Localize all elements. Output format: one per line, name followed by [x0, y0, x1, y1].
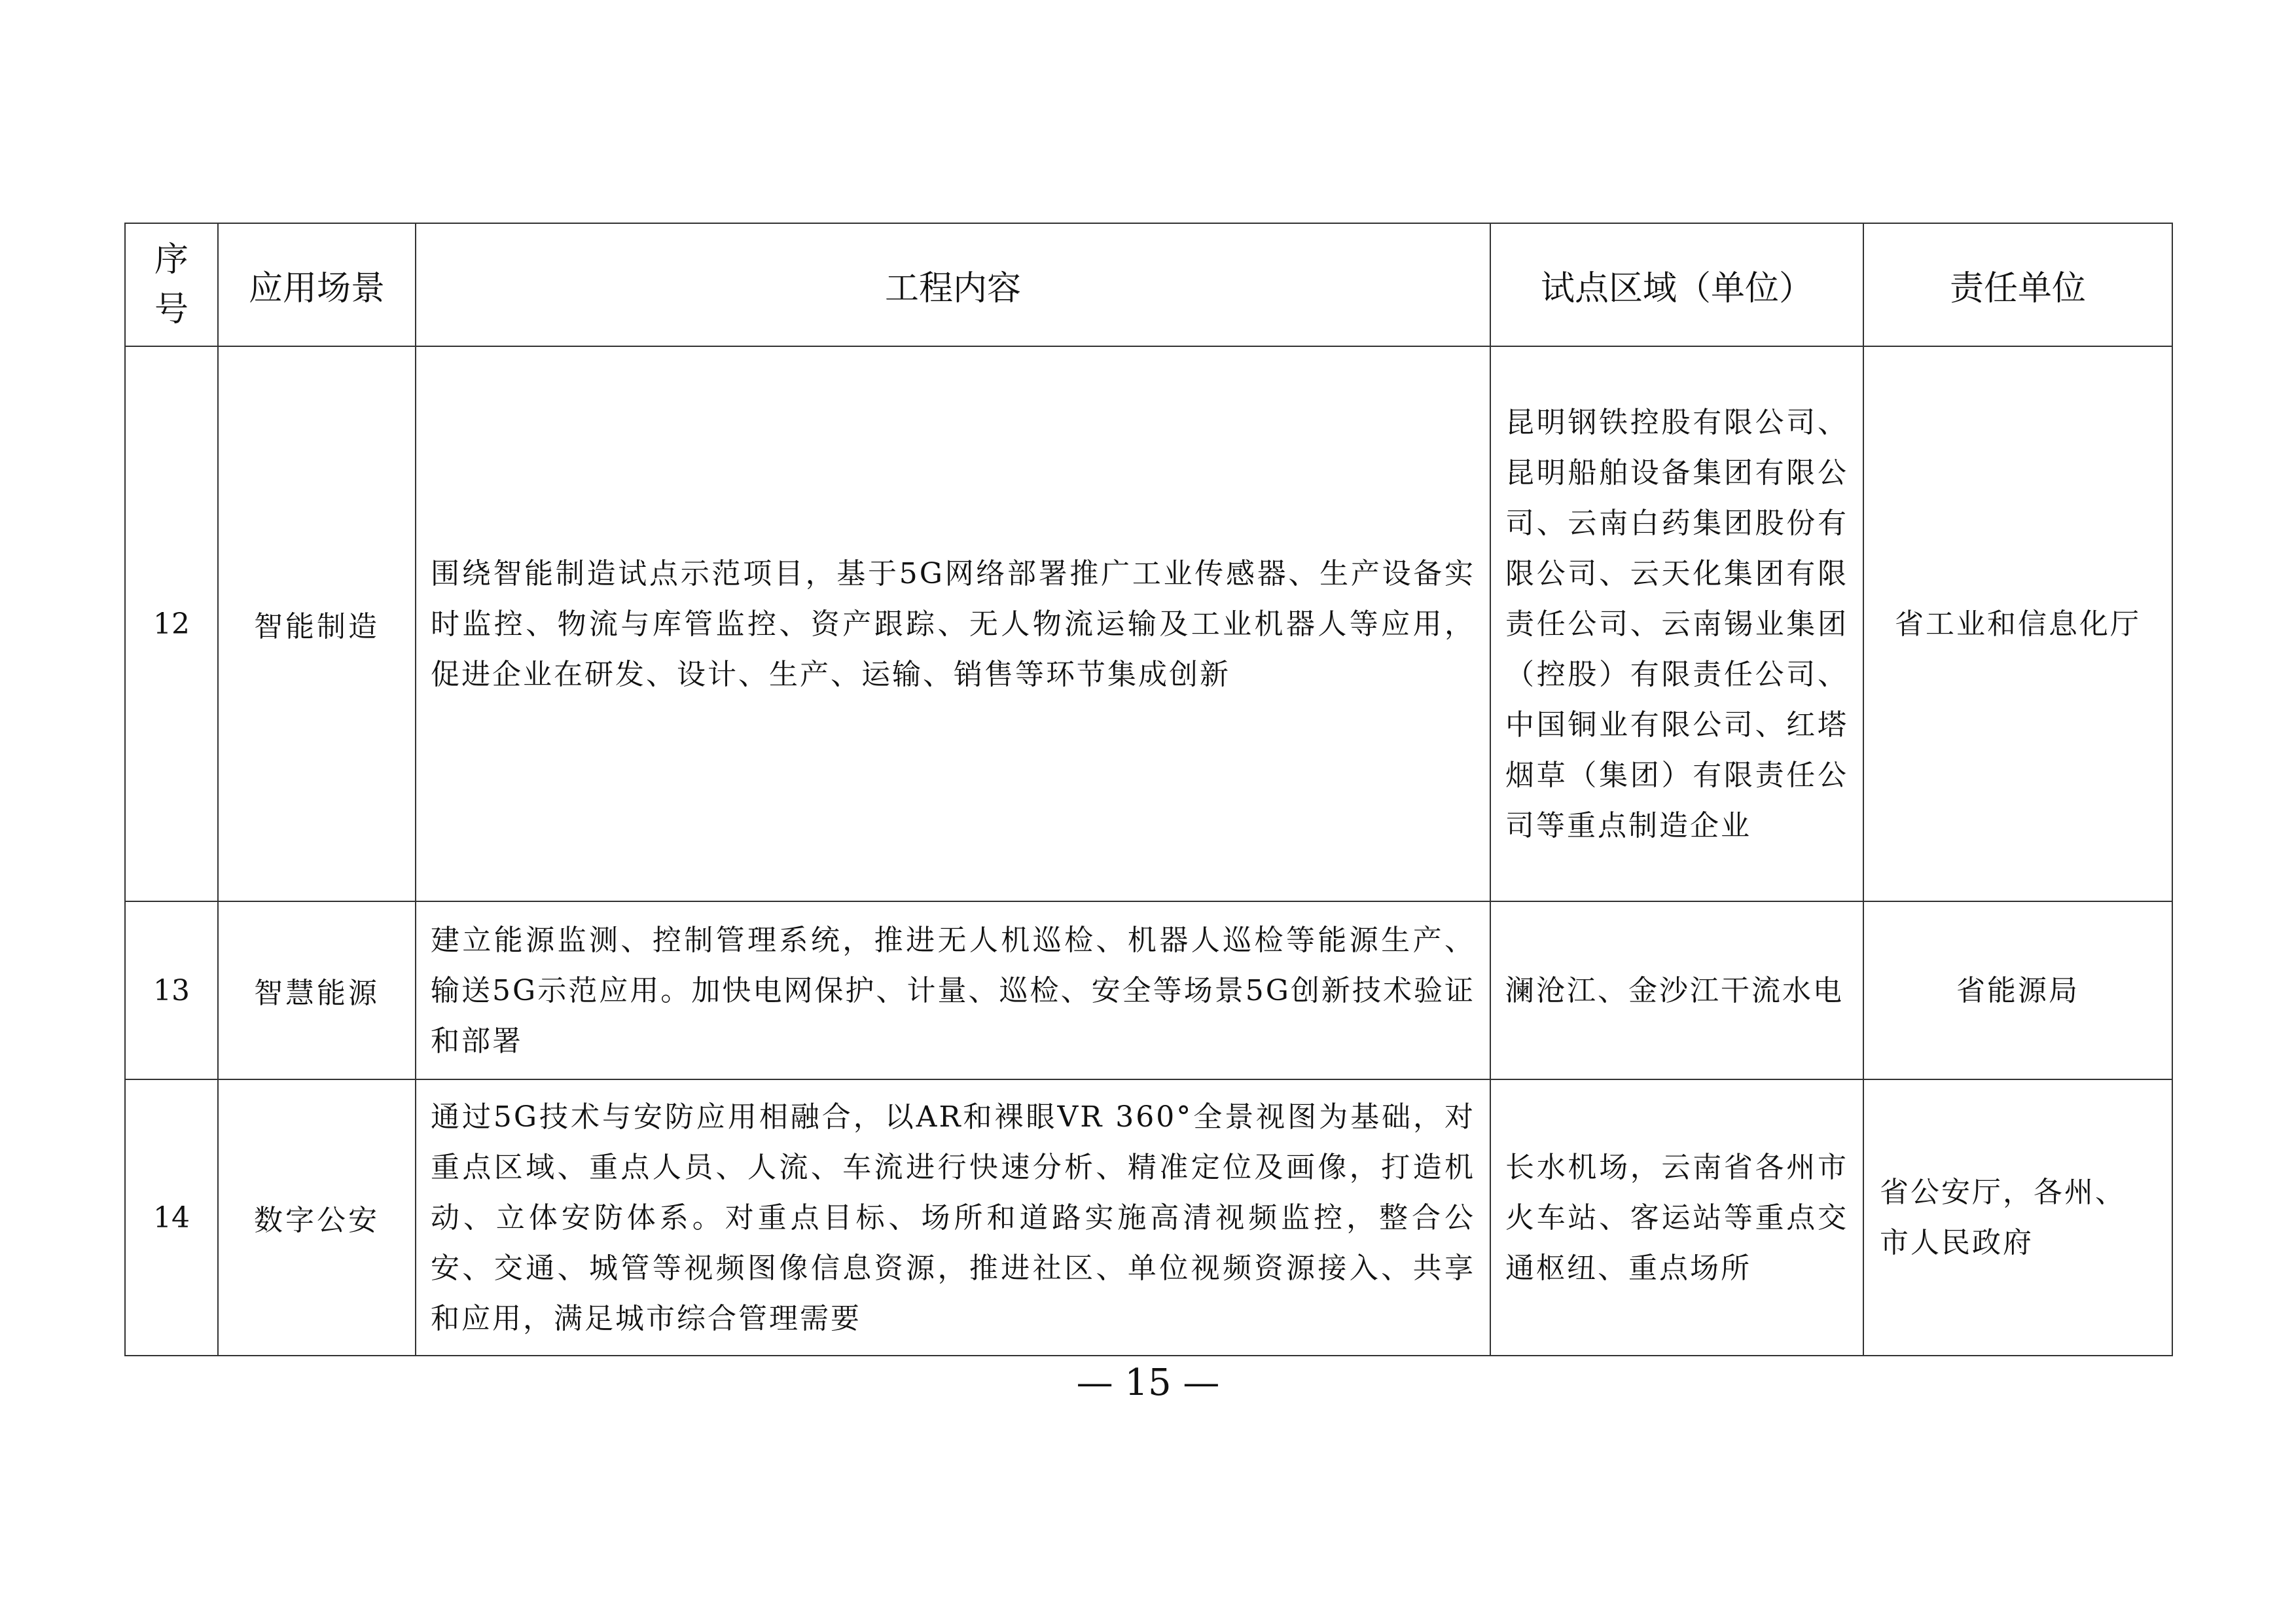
row-scene: 数字公安: [218, 1079, 416, 1356]
row-no: 14: [125, 1079, 218, 1356]
header-content: 工程内容: [416, 223, 1490, 346]
header-region: 试点区域（单位）: [1490, 223, 1863, 346]
row-region: 澜沧江、金沙江干流水电: [1490, 901, 1863, 1079]
table-row: [125, 901, 2172, 1079]
row-no: 13: [125, 901, 218, 1079]
row-content: 通过5G技术与安防应用相融合，以AR和裸眼VR 360°全景视图为基础，对重点区域、重点人员、人流、车流进行快速分析、精准定位及画像，打造机动、立体安防体系。对重点目标、场所和道路实施高清视频监控，整合公安、交通、城管等视频图像信息资源，推进社区、单位视频资源接入、共享和应用，满足城市综合管理需要: [416, 1079, 1490, 1356]
row-content: 围绕智能制造试点示范项目，基于5G网络部署推广工业传感器、生产设备实时监控、物流与库管监控、资产跟踪、无人物流运输及工业机器人等应用，促进企业在研发、设计、生产、运输、销售等环节集成创新: [416, 346, 1490, 901]
header-no: 序号: [125, 223, 218, 346]
row-responsible: 省能源局: [1863, 901, 2172, 1079]
row-region: 昆明钢铁控股有限公司、昆明船舶设备集团有限公司、云南白药集团股份有限公司、云天化集团有限责任公司、云南锡业集团（控股）有限责任公司、中国铜业有限公司、红塔烟草（集团）有限责任公司等重点制造企业: [1490, 346, 1863, 901]
row-responsible: 省工业和信息化厅: [1863, 346, 2172, 901]
row-content: 建立能源监测、控制管理系统，推进无人机巡检、机器人巡检等能源生产、输送5G示范应用。加快电网保护、计量、巡检、安全等场景5G创新技术验证和部署: [416, 901, 1490, 1079]
row-responsible: 省公安厅，各州、市人民政府: [1863, 1079, 2172, 1356]
page-number: — 15 —: [1076, 1362, 1220, 1404]
table-header-row: [125, 223, 2172, 346]
document-table: [124, 223, 2173, 1356]
table-row: [125, 346, 2172, 901]
row-scene: 智慧能源: [218, 901, 416, 1079]
row-region: 长水机场，云南省各州市火车站、客运站等重点交通枢纽、重点场所: [1490, 1079, 1863, 1356]
row-scene: 智能制造: [218, 346, 416, 901]
header-responsible: 责任单位: [1863, 223, 2172, 346]
header-scene: 应用场景: [218, 223, 416, 346]
table-row: [125, 1079, 2172, 1356]
row-no: 12: [125, 346, 218, 901]
